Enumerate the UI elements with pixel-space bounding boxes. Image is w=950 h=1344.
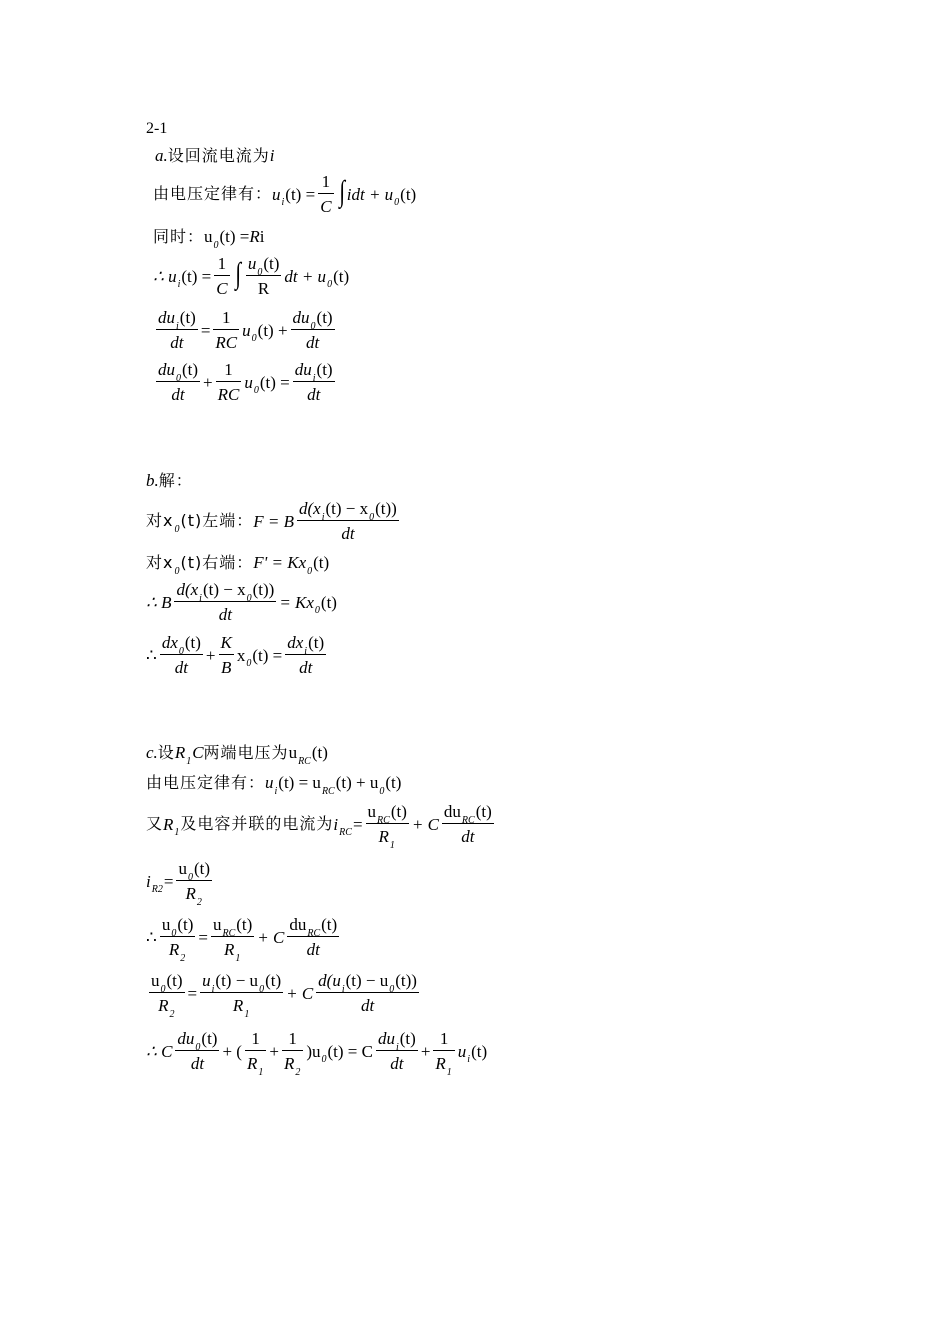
math-token: 0 [174,565,180,577]
math-token: 1 [389,840,395,851]
math-token: RC [222,928,236,939]
math-token: (t) − x [325,499,369,518]
fraction [376,1030,418,1072]
math-token: u [247,254,257,273]
eq-c-6 [146,1029,488,1078]
math-token: (t) [316,308,333,327]
math-token: R [185,884,196,903]
math-token: ∴ [146,645,157,665]
fraction [156,309,198,351]
math-token: F = B [253,511,294,531]
math-token: i [467,1054,471,1065]
math-token: 设 [157,742,175,762]
math-token: i [274,785,278,797]
math-token: R [232,996,244,1015]
math-token: u [212,915,222,934]
eq-a-3 [153,255,349,297]
math-token: + [203,372,213,392]
math-token: i [312,373,316,384]
math-token: (t) [179,308,196,327]
fraction [318,173,333,215]
math-token: R [158,996,169,1015]
eq-a-4 [153,309,338,351]
math-token: RC [217,385,240,404]
math-token: + C [411,814,439,834]
math-token: R [378,827,389,846]
math-token: 1 [217,254,227,273]
fraction [213,309,239,351]
math-token: (t)右端： [180,552,254,572]
math-token: 2 [169,1009,175,1020]
math-token: 0 [321,1054,327,1065]
math-token: i [176,321,179,332]
numerator [200,971,283,995]
math-token: (t) [308,633,325,652]
math-token: (t) [333,266,350,286]
math-token: 1 [321,172,331,191]
math-token: 0 [246,658,252,669]
math-token: u [367,802,377,821]
math-token: RC [461,815,475,826]
math-token: R [174,743,186,762]
math-token: (t) − x [202,580,246,599]
math-token: i [341,984,345,995]
math-token: RC [215,333,238,352]
math-token: dt [341,524,355,543]
math-token: 2 [180,953,186,964]
math-token: = [163,871,174,891]
math-token: 0 [327,279,333,290]
math-token: (t) [321,915,338,934]
math-token: + [205,645,216,665]
math-token: 由电压定律有： [146,772,266,792]
math-token: u [265,773,274,792]
numerator [297,499,399,523]
math-token: 设回流电流为 [167,145,270,165]
math-token: RC [307,928,321,939]
math-token: ∴ u [153,266,177,286]
math-token: R [249,227,260,246]
math-token: 及电容并联的电流为 [180,814,334,833]
eq-c-5 [146,971,422,1020]
fraction [291,309,335,351]
math-token: (t) [184,633,201,652]
math-token: du [177,1029,195,1048]
math-token: du [289,915,307,934]
math-token: (t) [400,184,417,204]
math-token: R [257,279,270,298]
math-token: dt [218,605,232,624]
math-token: C [320,197,332,216]
math-token: R [163,814,174,834]
math-token: 0 [389,984,395,995]
math-token: 1 [288,1029,297,1048]
math-token: dt [390,1054,404,1073]
fraction [246,255,282,297]
math-token: i [321,512,325,523]
fraction [245,1029,266,1078]
math-token: (t) + u [335,773,379,792]
eq-a-0 [155,147,275,164]
math-token: 0 [171,928,177,939]
math-token: = [187,983,198,1003]
math-token: u [272,184,281,204]
fraction [175,1030,219,1072]
math-token: (t) [201,1029,218,1048]
numerator [160,633,203,657]
math-token: idt + u [346,184,394,204]
math-token: 2 [295,1067,301,1078]
math-token: + ( [222,1041,242,1061]
math-token: dx [287,633,304,652]
fraction [156,361,200,403]
math-token: (t) [166,971,183,990]
denominator [433,1051,454,1078]
fraction [174,581,276,623]
math-token: du [377,1029,395,1048]
math-token: R [435,1054,446,1073]
math-token: (t)) [252,580,275,599]
math-token: (t) = C [327,1041,373,1061]
math-token: dt [360,996,375,1015]
math-token: u [151,971,160,990]
math-token: x [236,645,246,665]
numerator [174,580,276,604]
math-token: dt [190,1054,205,1073]
math-token: K [220,633,232,652]
eq-c-1 [146,772,402,797]
math-token: 0 [307,565,313,577]
numerator [291,308,335,332]
fraction [287,916,339,958]
math-token: (t) = [285,184,316,204]
math-token: (t) + [257,320,288,340]
math-token: (t) − u [215,971,259,990]
math-token: (t) [475,802,492,821]
math-token: C [192,743,204,762]
math-token: 对x [146,552,174,572]
math-token: d(x [176,580,199,599]
fraction [160,634,203,676]
eq-b-0 [146,472,193,489]
math-token: 0 [176,373,181,384]
denominator [156,993,177,1020]
math-token: i [199,593,202,604]
math-token: i [304,646,308,657]
numerator [293,360,335,384]
eq-c-3 [146,859,215,908]
math-token: (t) [313,553,330,572]
math-token: 0 [259,984,265,995]
math-token: (t) [316,360,333,379]
math-token: i [211,984,215,995]
fraction [176,859,212,908]
eq-c-2 [146,802,497,851]
math-token: 1 [186,755,192,767]
numerator [160,915,196,939]
math-token: RC [321,785,335,797]
math-token: 1 [235,953,241,964]
math-token: ∴ C [146,1041,173,1061]
math-token: 1 [224,360,233,379]
denominator [377,824,398,851]
math-token: u [242,320,251,340]
math-token: F' = Kx [253,553,307,572]
fraction [214,255,229,297]
numerator [442,802,494,826]
numerator [376,1029,418,1053]
denominator [222,937,243,964]
math-token: 1 [222,308,231,327]
math-token: 0 [174,524,180,535]
fraction [160,915,196,964]
math-token: i [281,197,285,208]
math-token: 0 [257,267,263,278]
math-token: i [269,146,275,165]
eq-c-4 [146,915,342,964]
math-token: (t) [263,254,280,273]
math-token: = [200,320,211,340]
math-token: (t) = [181,266,212,286]
fraction [282,1029,303,1078]
math-token: i [333,814,339,834]
math-token: 0 [310,321,316,332]
math-token: 1 [439,1029,449,1048]
math-token: = Kx [279,592,314,612]
math-token: + [420,1041,431,1061]
math-token: (t) = [219,227,250,246]
math-token: d(u [318,971,341,990]
math-token: 0 [379,785,385,797]
math-token: du [292,308,310,327]
numerator [246,254,282,278]
math-token: (t) [471,1041,488,1061]
fraction [297,500,399,542]
numerator [149,971,185,995]
part-label: a. [155,146,168,165]
math-token: 0 [369,512,375,523]
math-token: 又 [146,814,164,833]
denominator [167,937,188,964]
numerator [176,859,212,883]
math-token: 同时： [153,226,205,246]
eq-a-1 [153,173,416,215]
math-token: (t) = [259,372,290,392]
math-token: i [259,227,265,246]
math-token: i [177,279,181,290]
math-token: 1 [258,1067,264,1078]
fraction [433,1029,454,1078]
problem-number: 2-1 [146,120,168,137]
numerator [285,633,326,657]
math-token: (t) [390,802,407,821]
math-token: B [220,658,232,677]
math-token: dt [461,827,475,846]
math-token: u [202,971,211,990]
fraction [219,634,234,676]
eq-b-1 [146,500,402,542]
math-token: 0 [394,197,400,208]
math-token: dt [171,385,185,404]
math-token: (t) [236,915,253,934]
math-token: u [244,372,253,392]
math-token: (t) [265,971,282,990]
math-token: (t) [177,915,194,934]
math-token: ∫ [338,175,345,208]
math-token: u [178,859,187,878]
math-token: (t)左端： [180,511,254,530]
fraction [211,915,254,964]
math-token: R [283,1054,295,1073]
math-token: dt [307,385,321,404]
math-token: 1 [446,1067,452,1078]
eq-b-4 [146,634,329,676]
math-token: u [457,1041,467,1061]
math-token: b. [146,471,159,490]
math-token: RC [377,815,390,826]
math-token: (t) [193,859,210,878]
math-token: = [352,814,363,834]
math-token: d(x [299,499,321,518]
math-token: 解： [158,470,193,490]
math-token: 0 [187,872,193,883]
fraction [200,971,283,1020]
math-token: dx [161,633,178,652]
math-token: 0 [314,605,320,616]
math-token: + C [286,983,314,1003]
math-token: )u [306,1041,321,1061]
math-token: u [204,227,213,246]
numerator [175,1029,219,1053]
math-token: ∴ [146,927,157,947]
math-token: (t) [320,592,337,612]
math-token: ∫ [234,257,241,290]
math-token: 2 [196,897,202,908]
eq-b-2 [146,552,330,577]
math-token: R2 [151,884,163,895]
math-token: R [223,940,235,959]
math-token: (t) = [252,645,283,665]
math-token: ∴ B [146,592,172,612]
numerator [287,915,339,939]
math-token: = [198,927,208,947]
math-token: (t) [311,743,328,762]
math-token: u [161,915,171,934]
numerator [156,308,198,332]
denominator [231,993,252,1020]
math-token: (t)) [375,499,397,518]
fraction [366,802,409,851]
math-token: (t) [385,773,402,792]
eq-a-2 [153,226,265,251]
math-token: i [395,1042,399,1053]
denominator [184,881,205,908]
math-token: 由电压定律有： [153,184,273,203]
math-token: 0 [246,593,252,604]
fraction [149,971,185,1020]
numerator [156,360,200,384]
math-token: du [158,360,175,379]
math-token: 1 [174,827,180,838]
math-token: c. [146,743,158,762]
math-token: dt [174,658,188,677]
math-token: 0 [253,385,259,396]
numerator [316,971,419,995]
numerator [366,802,409,826]
math-token: dt [170,333,184,352]
math-token: 对x [146,511,174,530]
math-token: 0 [251,333,257,344]
math-token: dt [299,658,313,677]
math-token: + [269,1041,279,1061]
math-token: du [158,308,175,327]
math-token: dt [306,940,320,959]
numerator [211,915,254,939]
math-token: R [246,1054,258,1073]
math-token: du [443,802,461,821]
denominator [282,1051,303,1078]
math-token: 0 [195,1042,201,1053]
math-token: i [146,871,151,891]
math-token: RC [298,755,311,767]
math-token: u [288,743,298,762]
math-token: dt [305,333,320,352]
fraction [216,361,242,403]
math-token: (t)) [395,971,417,990]
math-token: du [294,360,312,379]
math-token: RC [339,827,352,838]
math-token: 1 [244,1009,250,1020]
math-token: R [168,940,180,959]
math-token: + C [257,927,285,947]
eq-a-5 [153,361,338,403]
math-token: 0 [178,646,184,657]
math-token: (t) = u [278,773,321,792]
math-token: C [216,279,228,298]
fraction [316,972,419,1014]
math-token: 0 [213,239,219,251]
fraction [442,803,494,845]
math-token: 两端电压为 [203,742,289,762]
fraction [293,361,335,403]
math-token: dt + u [284,266,327,286]
denominator [245,1051,266,1078]
math-token: 0 [160,984,166,995]
eq-c-0 [146,742,328,767]
eq-b-3 [146,581,337,623]
math-token: 1 [251,1029,260,1048]
math-token: (t) [399,1029,416,1048]
fraction [285,634,326,676]
math-token: (t) − u [345,971,389,990]
math-token: (t) [182,360,199,379]
